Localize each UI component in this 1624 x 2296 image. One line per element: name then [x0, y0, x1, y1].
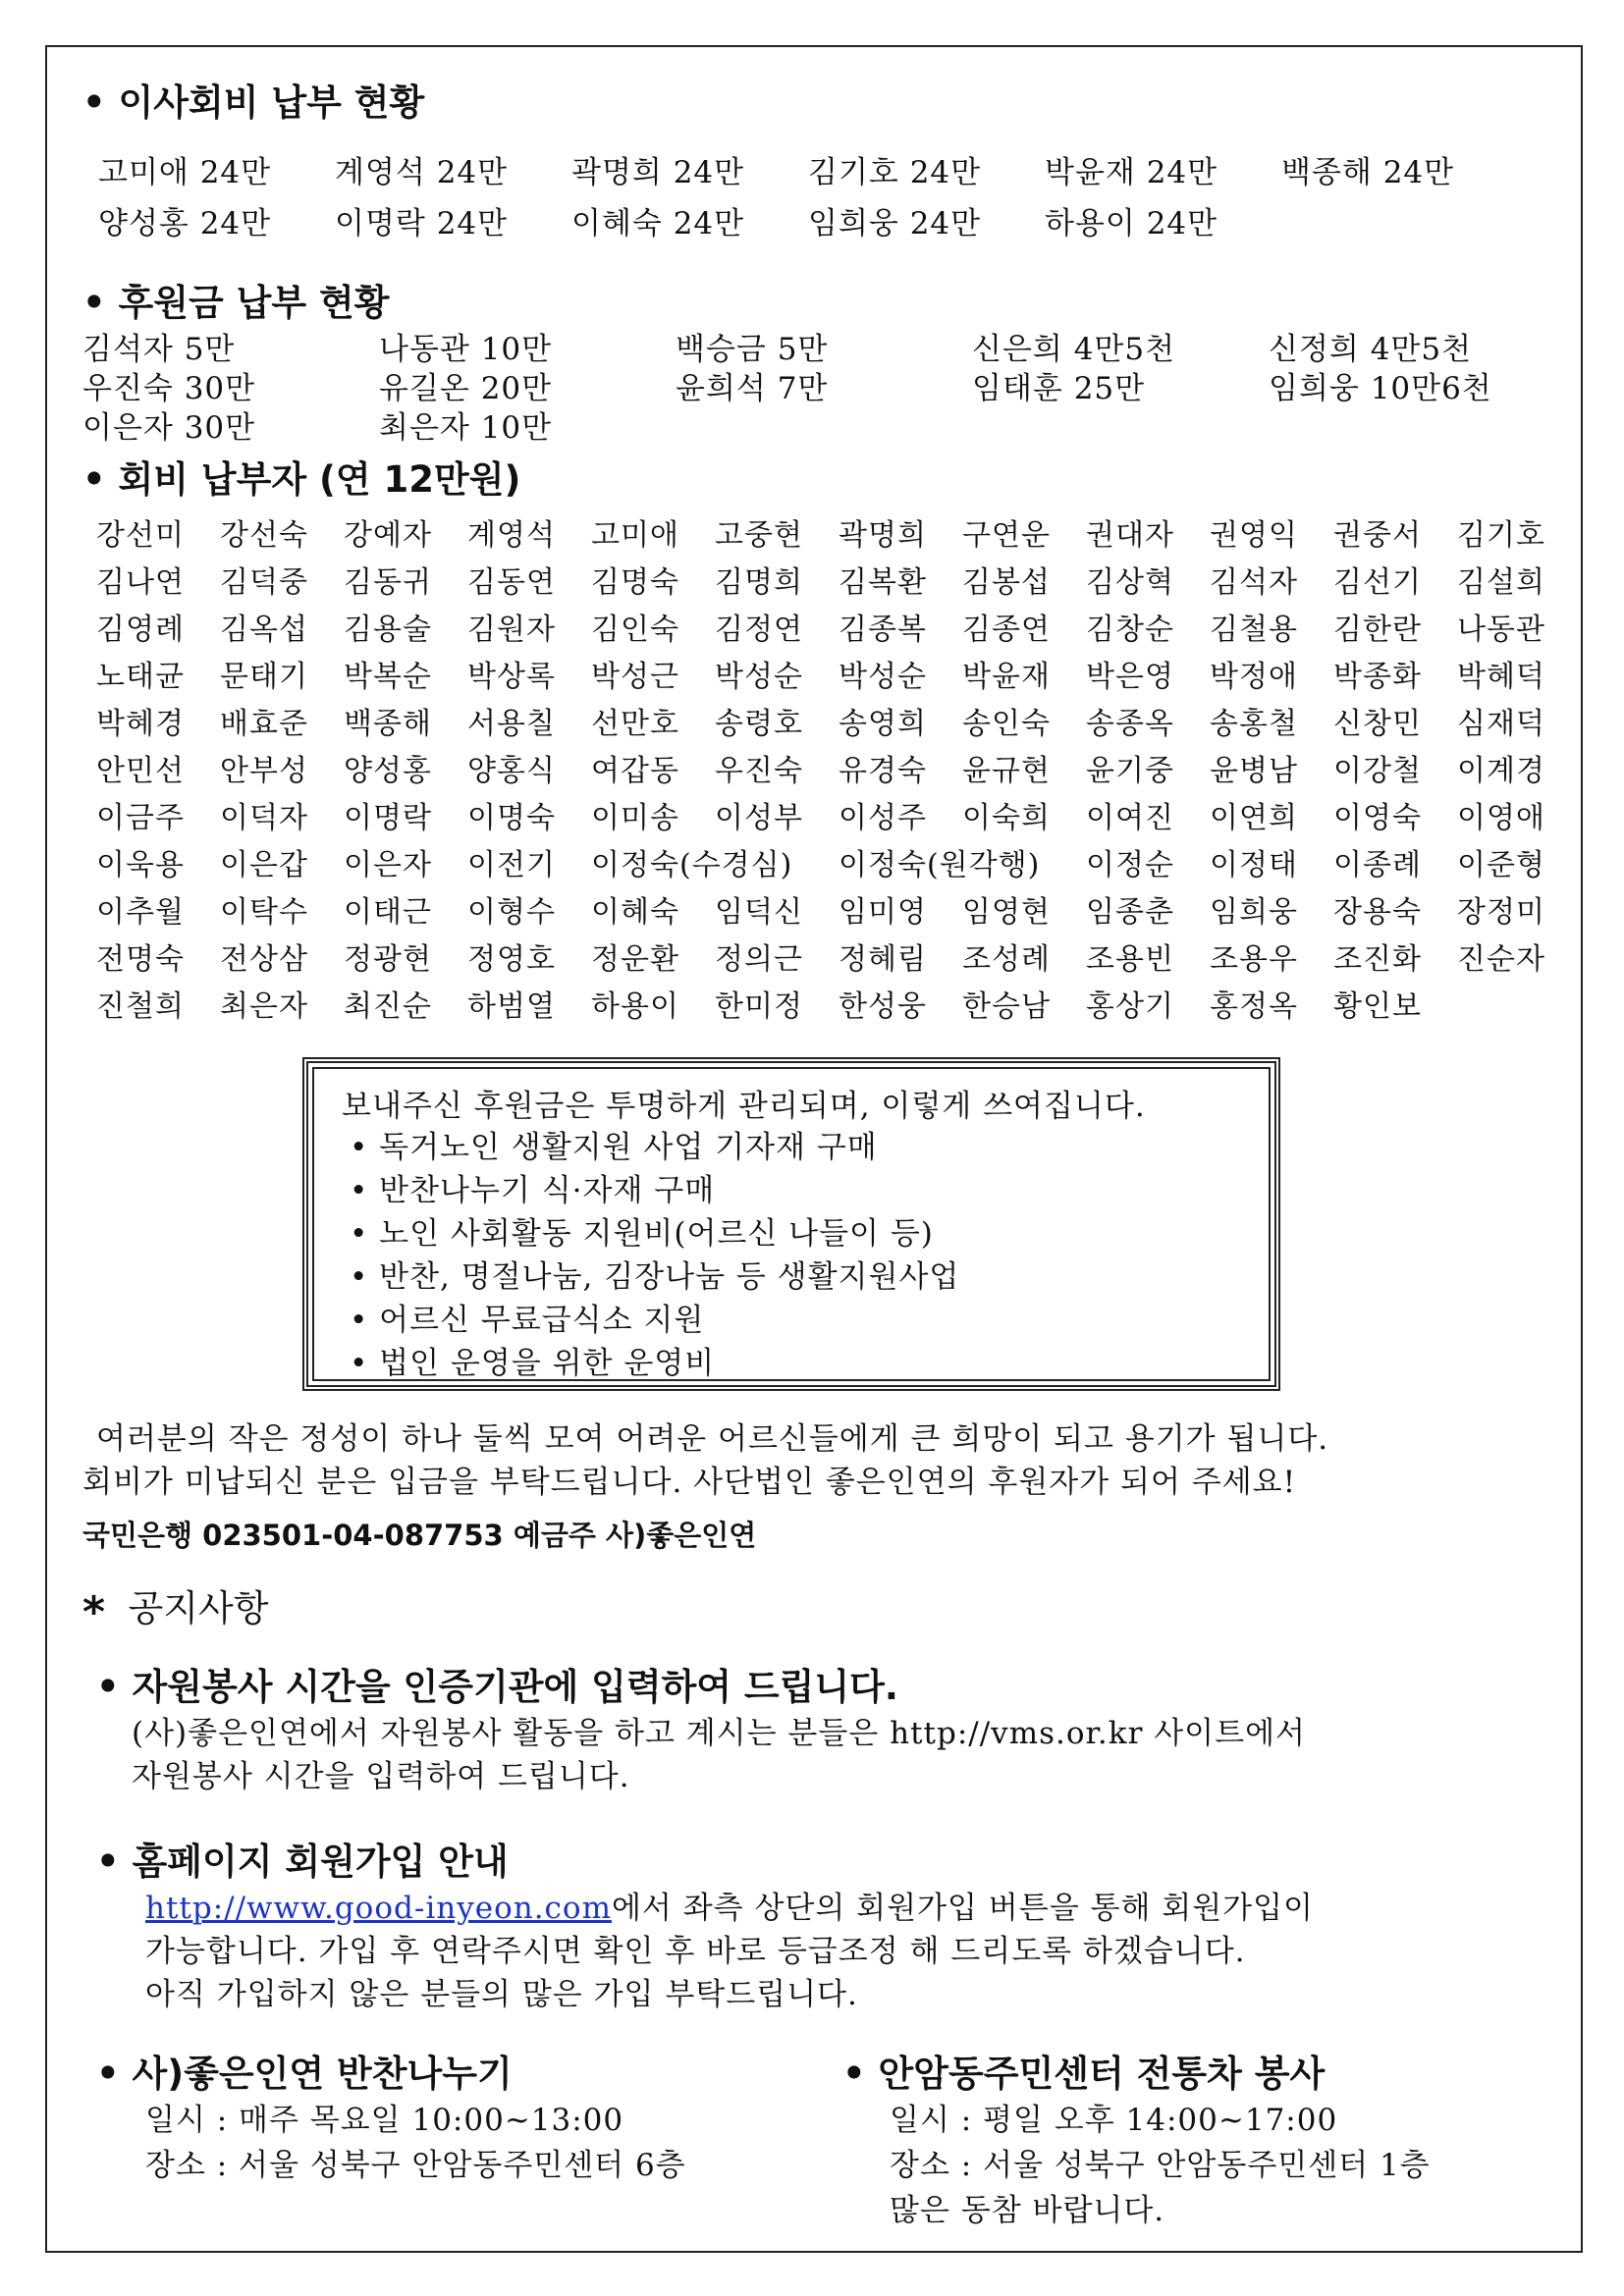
- member-name: 임영현: [962, 895, 1051, 930]
- member-name: 김선기: [1333, 565, 1422, 600]
- usage-item: • 노인 사회활동 지원비(어르신 나들이 등): [350, 1216, 934, 1252]
- member-name: 고미애: [591, 518, 679, 553]
- member-name: 임종춘: [1086, 895, 1174, 930]
- board-heading: • 이사회비 납부 현황: [82, 81, 425, 124]
- member-name: 박상록: [467, 660, 556, 694]
- member-name: 전명숙: [96, 942, 185, 977]
- member-name: 김영례: [96, 613, 185, 647]
- board-entry: 양성홍 24만: [98, 206, 272, 241]
- member-name: 양성홍: [344, 754, 432, 788]
- bullet-icon: •: [350, 1216, 380, 1252]
- member-name: 송령호: [715, 707, 803, 741]
- member-name: 김명숙: [591, 565, 679, 600]
- board-entry: 고미애 24만: [98, 155, 272, 190]
- member-name: 조성례: [962, 942, 1051, 977]
- member-name: 여갑동: [591, 754, 679, 788]
- member-name: 이영애: [1457, 801, 1545, 835]
- homepage-line-1: http://www.good-inyeon.com에서 좌측 상단의 회원가입 버튼을 통해 회원가입이: [145, 1891, 1314, 1926]
- member-name: 황인보: [1333, 989, 1422, 1024]
- board-entry: 임희웅 24만: [808, 206, 982, 241]
- member-name: 장정미: [1457, 895, 1545, 930]
- member-name: 안부성: [220, 754, 308, 788]
- volunteer-line-2: 자원봉사 시간을 입력하여 드립니다.: [132, 1759, 630, 1794]
- bullet-icon: •: [350, 1173, 380, 1208]
- member-name: 박혜경: [96, 707, 185, 741]
- homepage-line-3: 아직 가입하지 않은 분들의 많은 가입 부탁드립니다.: [145, 1977, 858, 2012]
- member-name: 이계경: [1457, 754, 1545, 788]
- member-name: 이욱용: [96, 848, 185, 882]
- member-name: 김인숙: [591, 613, 679, 647]
- member-name: 박성근: [591, 660, 679, 694]
- member-name: 진순자: [1457, 942, 1545, 977]
- member-name: 이정숙(수경심): [591, 848, 793, 882]
- member-name: 이혜숙: [591, 895, 679, 930]
- member-name: 김석자: [1210, 565, 1298, 600]
- member-name: 이연희: [1210, 801, 1298, 835]
- member-name: 박성순: [715, 660, 803, 694]
- member-name: 김옥섭: [220, 613, 308, 647]
- member-name: 백종해: [344, 707, 432, 741]
- appeal-line-2: 회비가 미납되신 분은 입금을 부탁드립니다. 사단법인 좋은인연의 후원자가 되어 주세요!: [82, 1465, 1297, 1500]
- usage-item: • 반찬나누기 식·자재 구매: [350, 1173, 716, 1208]
- member-name: 진철희: [96, 989, 185, 1024]
- tea-time: 일시 : 평일 오후 14:00~17:00: [890, 2103, 1338, 2138]
- member-name: 김설희: [1457, 565, 1545, 600]
- member-name: 김종연: [962, 613, 1051, 647]
- member-name: 이은자: [344, 848, 432, 882]
- donation-entry: 유길온 20만: [379, 371, 553, 406]
- member-name: 장용숙: [1333, 895, 1422, 930]
- donation-entry: 나동관 10만: [379, 332, 553, 367]
- member-name: 강선숙: [220, 518, 308, 553]
- member-name: 송영희: [839, 707, 927, 741]
- member-name: 김정연: [715, 613, 803, 647]
- member-name: 고중현: [715, 518, 803, 553]
- member-name: 박성순: [839, 660, 927, 694]
- member-name: 홍상기: [1086, 989, 1174, 1024]
- tea-note: 많은 동참 바랍니다.: [890, 2193, 1165, 2228]
- member-name: 계영석: [467, 518, 556, 553]
- board-entry: 박윤재 24만: [1045, 155, 1218, 190]
- donation-entry: 윤희석 7만: [676, 371, 829, 406]
- member-name: 김동귀: [344, 565, 432, 600]
- member-name: 김용술: [344, 613, 432, 647]
- member-name: 김철용: [1210, 613, 1298, 647]
- member-name: 이전기: [467, 848, 556, 882]
- member-name: 나동관: [1457, 613, 1545, 647]
- member-name: 조진화: [1333, 942, 1422, 977]
- member-name: 박혜덕: [1457, 660, 1545, 694]
- member-name: 임미영: [839, 895, 927, 930]
- member-name: 한성웅: [839, 989, 927, 1024]
- member-name: 권대자: [1086, 518, 1174, 553]
- member-name: 이금주: [96, 801, 185, 835]
- bullet-icon: •: [350, 1130, 380, 1165]
- member-name: 박정애: [1210, 660, 1298, 694]
- member-name: 김종복: [839, 613, 927, 647]
- member-name: 서용칠: [467, 707, 556, 741]
- donation-entry: 김석자 5만: [82, 332, 236, 367]
- member-name: 이탁수: [220, 895, 308, 930]
- member-name: 박복순: [344, 660, 432, 694]
- member-name: 한승남: [962, 989, 1051, 1024]
- member-name: 임희웅: [1210, 895, 1298, 930]
- donation-entry: 신정희 4만5천: [1269, 332, 1473, 367]
- appeal-line-1: 여러분의 작은 정성이 하나 둘씩 모여 어려운 어르신들에게 큰 희망이 되고 용기가 됩니다.: [96, 1421, 1329, 1457]
- member-name: 정혜림: [839, 942, 927, 977]
- donation-entry: 우진숙 30만: [82, 371, 256, 406]
- member-name: 문태기: [220, 660, 308, 694]
- member-name: 최은자: [220, 989, 308, 1024]
- member-name: 이성부: [715, 801, 803, 835]
- member-name: 임덕신: [715, 895, 803, 930]
- member-name: 구연운: [962, 518, 1051, 553]
- volunteer-title: • 자원봉사 시간을 인증기관에 입력하여 드립니다.: [96, 1666, 898, 1708]
- member-name: 이미송: [591, 801, 679, 835]
- member-name: 박윤재: [962, 660, 1051, 694]
- member-name: 송종옥: [1086, 707, 1174, 741]
- member-name: 이형수: [467, 895, 556, 930]
- member-name: 강예자: [344, 518, 432, 553]
- banchan-time: 일시 : 매주 목요일 10:00~13:00: [145, 2103, 624, 2138]
- donation-entry: 이은자 30만: [82, 410, 256, 446]
- board-entry: 하용이 24만: [1045, 206, 1218, 241]
- member-name: 권중서: [1333, 518, 1422, 553]
- member-name: 이명숙: [467, 801, 556, 835]
- member-name: 선만호: [591, 707, 679, 741]
- member-name: 곽명희: [839, 518, 927, 553]
- member-name: 하범열: [467, 989, 556, 1024]
- member-name: 송홍철: [1210, 707, 1298, 741]
- member-name: 송인숙: [962, 707, 1051, 741]
- usage-item: • 반찬, 명절나눔, 김장나눔 등 생활지원사업: [350, 1259, 960, 1295]
- member-name: 이정순: [1086, 848, 1174, 882]
- member-name: 윤기중: [1086, 754, 1174, 788]
- usage-box: [302, 1057, 1280, 1391]
- donation-entry: 신은희 4만5천: [972, 332, 1176, 367]
- member-name: 김나연: [96, 565, 185, 600]
- donation-heading: • 후원금 납부 현황: [82, 282, 390, 324]
- member-name: 김한란: [1333, 613, 1422, 647]
- board-entry: 이명락 24만: [335, 206, 509, 241]
- member-name: 김창순: [1086, 613, 1174, 647]
- member-name: 이성주: [839, 801, 927, 835]
- homepage-line-2: 가능합니다. 가입 후 연락주시면 확인 후 바로 등급조정 해 드리도록 하겠습니다.: [145, 1934, 1246, 1969]
- donation-entry: 최은자 10만: [379, 410, 553, 446]
- member-name: 노태균: [96, 660, 185, 694]
- usage-item: • 독거노인 생활지원 사업 기자재 구매: [350, 1130, 878, 1165]
- member-name: 배효준: [220, 707, 308, 741]
- usage-item: • 어르신 무료급식소 지원: [350, 1303, 705, 1338]
- member-name: 한미정: [715, 989, 803, 1024]
- members-heading: • 회비 납부자 (연 12만원): [82, 458, 521, 501]
- member-name: 이명락: [344, 801, 432, 835]
- member-name: 홍정옥: [1210, 989, 1298, 1024]
- member-name: 이준형: [1457, 848, 1545, 882]
- usage-item: • 법인 운영을 위한 운영비: [350, 1346, 716, 1381]
- member-name: 유경숙: [839, 754, 927, 788]
- member-name: 김덕중: [220, 565, 308, 600]
- member-name: 정영호: [467, 942, 556, 977]
- banchan-title: • 사)좋은인연 반찬나누기: [96, 2053, 513, 2095]
- board-entry: 백종해 24만: [1281, 155, 1455, 190]
- member-name: 이은갑: [220, 848, 308, 882]
- homepage-link[interactable]: http://www.good-inyeon.com: [145, 1891, 612, 1926]
- member-name: 박종화: [1333, 660, 1422, 694]
- member-name: 최진순: [344, 989, 432, 1024]
- notice-heading: * 공지사항: [82, 1587, 269, 1637]
- member-name: 이강철: [1333, 754, 1422, 788]
- member-name: 김동연: [467, 565, 556, 600]
- bullet-icon: •: [350, 1259, 380, 1295]
- donation-entry: 임희웅 10만6천: [1269, 371, 1492, 406]
- member-name: 정의근: [715, 942, 803, 977]
- member-name: 김원자: [467, 613, 556, 647]
- member-name: 강선미: [96, 518, 185, 553]
- member-name: 심재덕: [1457, 707, 1545, 741]
- member-name: 이정태: [1210, 848, 1298, 882]
- board-entry: 계영석 24만: [335, 155, 509, 190]
- member-name: 우진숙: [715, 754, 803, 788]
- member-name: 김명희: [715, 565, 803, 600]
- board-entry: 김기호 24만: [808, 155, 982, 190]
- member-name: 이여진: [1086, 801, 1174, 835]
- tea-place: 장소 : 서울 성북구 안암동주민센터 1층: [890, 2148, 1431, 2183]
- member-name: 이덕자: [220, 801, 308, 835]
- member-name: 정운환: [591, 942, 679, 977]
- member-name: 안민선: [96, 754, 185, 788]
- tea-title: • 안암동주민센터 전통차 봉사: [842, 2053, 1326, 2095]
- bank-account: 국민은행 023501-04-087753 예금주 사)좋은인연: [82, 1519, 757, 1552]
- member-name: 김복환: [839, 565, 927, 600]
- volunteer-line-1: (사)좋은인연에서 자원봉사 활동을 하고 계시는 분들은 http://vms.or.kr 사이트에서: [132, 1716, 1306, 1751]
- bullet-icon: •: [350, 1303, 380, 1338]
- member-name: 권영익: [1210, 518, 1298, 553]
- member-name: 이종례: [1333, 848, 1422, 882]
- board-entry: 곽명희 24만: [571, 155, 745, 190]
- member-name: 윤병남: [1210, 754, 1298, 788]
- banchan-place: 장소 : 서울 성북구 안암동주민센터 6층: [145, 2148, 686, 2183]
- member-name: 윤규현: [962, 754, 1051, 788]
- member-name: 양홍식: [467, 754, 556, 788]
- member-name: 이영숙: [1333, 801, 1422, 835]
- member-name: 신창민: [1333, 707, 1422, 741]
- homepage-title: • 홈페이지 회원가입 안내: [96, 1841, 509, 1883]
- donation-entry: 백승금 5만: [676, 332, 829, 367]
- member-name: 이태근: [344, 895, 432, 930]
- member-name: 이숙희: [962, 801, 1051, 835]
- board-entry: 이혜숙 24만: [571, 206, 745, 241]
- member-name: 조용우: [1210, 942, 1298, 977]
- usage-intro: 보내주신 후원금은 투명하게 관리되며, 이렇게 쓰여집니다.: [342, 1089, 1146, 1124]
- member-name: 전상삼: [220, 942, 308, 977]
- member-name: 정광현: [344, 942, 432, 977]
- donation-entry: 임태훈 25만: [972, 371, 1146, 406]
- member-name: 이추월: [96, 895, 185, 930]
- member-name: 김봉섭: [962, 565, 1051, 600]
- member-name: 이정숙(원각행): [839, 848, 1041, 882]
- bullet-icon: •: [350, 1346, 380, 1381]
- member-name: 김상혁: [1086, 565, 1174, 600]
- member-name: 하용이: [591, 989, 679, 1024]
- member-name: 조용빈: [1086, 942, 1174, 977]
- member-name: 김기호: [1457, 518, 1545, 553]
- member-name: 박은영: [1086, 660, 1174, 694]
